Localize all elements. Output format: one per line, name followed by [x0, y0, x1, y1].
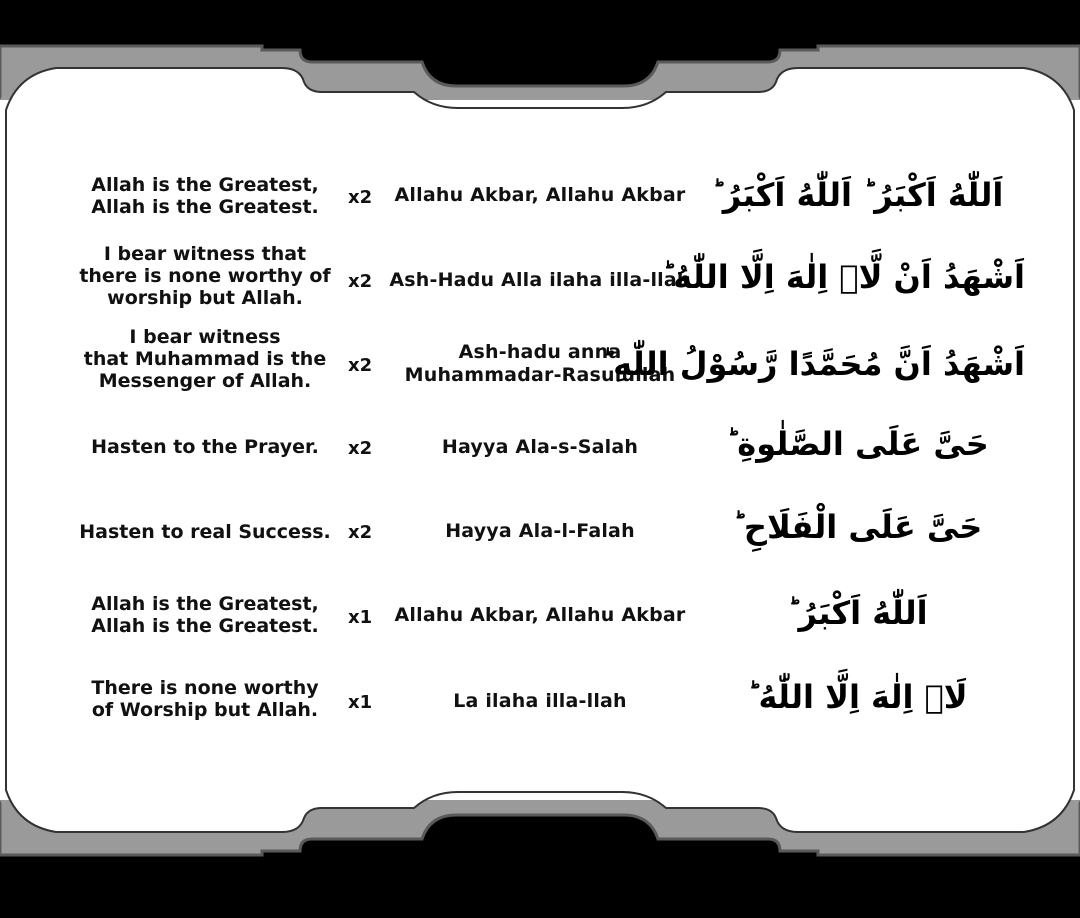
- transliteration-text: Ash-Hadu Alla ilaha illa-llah: [389, 269, 691, 291]
- arabic-text: اَشْهَدُ اَنْ لَّاۤ اِلٰهَ اِلَّا اللّٰهُ ؕ: [662, 258, 1025, 296]
- arabic-text: اَللّٰهُ اَكْبَرُ ؕ اَللّٰهُ اَكْبَرُ ؕ: [711, 176, 1004, 214]
- repeat-count: x2: [348, 355, 373, 376]
- arabic-text: حَیَّ عَلَى الصَّلٰوةِ ؕ: [726, 425, 989, 463]
- meaning-text: Hasten to the Prayer.: [91, 436, 319, 458]
- transliteration-text: Hayya Ala-l-Falah: [445, 520, 635, 542]
- arabic-text: حَیَّ عَلَى الْفَلَاحِ ؕ: [732, 508, 983, 546]
- repeat-count: x2: [348, 438, 373, 459]
- meaning-text: Hasten to real Success.: [79, 521, 331, 543]
- meaning-text: I bear witness that there is none worthy of worship but Allah.: [79, 243, 331, 309]
- transliteration-text: Allahu Akbar, Allahu Akbar: [394, 184, 686, 206]
- transliteration-text: La ilaha illa-llah: [453, 690, 627, 712]
- meaning-text: Allah is the Greatest, Allah is the Greatest.: [91, 174, 319, 218]
- arabic-text: اَشْهَدُ اَنَّ مُحَمَّدًا رَّسُوْلُ اللّٰهِ ؕ: [602, 345, 1025, 383]
- transliteration-text: Ash-hadu anna Muhammadar-Rasulullah: [404, 341, 676, 386]
- meaning-text: I bear witness that Muhammad is the Messenger of Allah.: [83, 326, 327, 392]
- arabic-text: اَللّٰهُ اَكْبَرُ ؕ: [787, 594, 928, 632]
- transliteration-text: Allahu Akbar, Allahu Akbar: [394, 604, 686, 626]
- arabic-text: لَاۤ اِلٰهَ اِلَّا اللّٰهُ ؕ: [747, 678, 968, 716]
- meaning-text: Allah is the Greatest, Allah is the Greatest.: [91, 593, 319, 637]
- repeat-count: x1: [348, 607, 373, 628]
- repeat-count: x2: [348, 271, 373, 292]
- repeat-count: x2: [348, 522, 373, 543]
- repeat-count: x1: [348, 692, 373, 713]
- transliteration-text: Hayya Ala-s-Salah: [441, 436, 639, 458]
- repeat-count: x2: [348, 187, 373, 208]
- meaning-text: There is none worthy of Worship but Allah.: [91, 677, 319, 721]
